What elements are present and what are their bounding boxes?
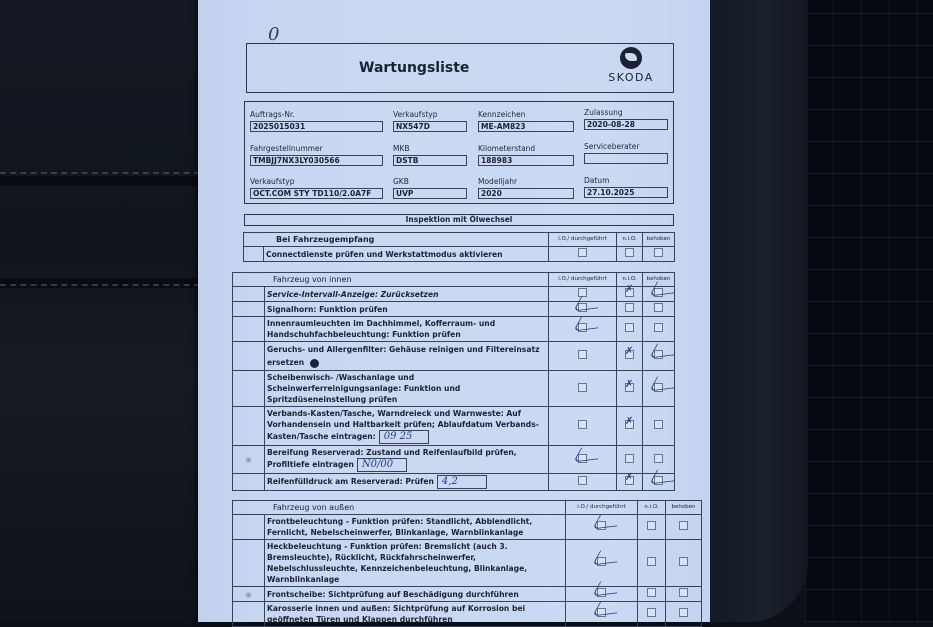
info-field [478, 144, 574, 166]
info-field [250, 110, 383, 132]
field-label: Serviceberater [584, 142, 640, 151]
item-text: Innenraumleuchten im Dachhimmel, Kofferraum- und Handschuhfachbeleuchtung: Funktion prüfen [265, 317, 549, 342]
item-text [265, 474, 549, 491]
checklist-row [233, 587, 702, 602]
seat-seam [0, 278, 210, 288]
info-field [478, 110, 574, 132]
checkbox-nok[interactable] [625, 288, 634, 297]
item-text: Heckbeleuchtung - Funktion prüfen: Bremslicht (auch 3. Bremsleuchte), Rücklicht, Rückfahrscheinwerfer, Nebelschlussleuchte, Kennzeichenbeleuchtung, Blinkanlage, Warnblinkanlage [265, 540, 566, 587]
checklist-row [233, 602, 702, 627]
item-text [265, 407, 549, 446]
info-field [478, 177, 574, 199]
checkbox-nok[interactable] [647, 588, 656, 597]
item-text: Service-Intervall-Anzeige: Zurücksetzen [265, 287, 549, 302]
checkbox-fixed[interactable] [679, 521, 688, 530]
item-text: Frontscheibe: Sichtprüfung auf Beschädigung durchführen [265, 587, 566, 602]
section-title: Fahrzeug von außen [233, 501, 566, 515]
info-field [393, 177, 467, 199]
field-value: 27.10.2025 [584, 187, 668, 198]
checklist-section-reception [243, 232, 675, 262]
info-field [250, 144, 383, 166]
field-value: ME-AM823 [478, 121, 574, 132]
item-text-label: Verbands-Kasten/Tasche, Warndreieck und Warnweste: Auf Vorhandensein und Haltbarkeit prüfen; Ablaufdatum Verbands-Kasten/Tasche eintragen: [267, 409, 539, 441]
field-value: UVP [393, 188, 467, 199]
field-label: Auftrags-Nr. [250, 110, 295, 119]
checklist-row [233, 540, 702, 587]
column-ok: i.O./ durchgeführt [566, 501, 638, 515]
field-value: 2025015031 [250, 121, 383, 132]
field-label: Kennzeichen [478, 110, 526, 119]
checkbox-nok[interactable] [625, 248, 634, 257]
checkbox-fixed[interactable] [654, 248, 663, 257]
item-text-label: Geruchs- und Allergenfilter: Gehäuse reinigen und Filtereinsatz ersetzen [267, 345, 540, 367]
item-text: Frontbeleuchtung - Funktion prüfen: Standlicht, Abblendlicht, Fernlicht, Nebelscheinwerfer, Blinkanlage, Warnblinkanlage [265, 515, 566, 540]
handwritten-entry-pressure[interactable]: 4,2 [437, 475, 487, 489]
item-text-label: Bereifung Reserverad: Zustand und Reifenlaufbild prüfen, Profiltiefe eintragen [267, 448, 517, 469]
handwritten-mark: 0 [268, 24, 280, 45]
checkbox-fixed[interactable] [654, 476, 663, 485]
brand-name: SKODA [608, 71, 654, 84]
checkbox-ok[interactable] [578, 383, 587, 392]
checklist-row [233, 287, 675, 302]
checkbox-ok[interactable] [578, 323, 587, 332]
checkbox-nok[interactable] [625, 383, 634, 392]
car-seat-bolster [708, 0, 808, 622]
checkbox-fixed[interactable] [654, 454, 663, 463]
car-seat-left [0, 0, 210, 622]
checkbox-fixed[interactable] [654, 420, 663, 429]
field-label: Kilometerstand [478, 144, 536, 153]
title-box [246, 43, 674, 93]
vehicle-info-box [244, 101, 674, 204]
column-fixed: behoben [643, 273, 675, 287]
checklist-row [233, 342, 675, 371]
handwritten-entry-tread-depth[interactable]: N0/00 [357, 458, 407, 472]
info-field [584, 108, 668, 130]
field-value: 2020 [478, 188, 574, 199]
checkbox-fixed[interactable] [654, 323, 663, 332]
field-label: Zulassung [584, 108, 623, 117]
checkbox-nok[interactable] [625, 303, 634, 312]
info-field [393, 144, 467, 166]
checkbox-ok[interactable] [597, 521, 606, 530]
checklist-row [233, 515, 702, 540]
field-value: OCT.COM STY TD110/2.0A7F [250, 188, 383, 199]
checkbox-fixed[interactable] [654, 303, 663, 312]
checkbox-fixed[interactable] [679, 608, 688, 617]
info-field [584, 176, 668, 198]
checkbox-nok[interactable] [647, 608, 656, 617]
section-header [233, 501, 702, 515]
checkbox-nok[interactable] [625, 323, 634, 332]
filter-dot-icon [310, 359, 319, 368]
section-title: Fahrzeug von innen [233, 273, 549, 287]
handwritten-entry-expiry[interactable]: 09 25 [379, 430, 429, 444]
item-text: Signalhorn: Funktion prüfen [265, 302, 549, 317]
column-nok: n.i.O. [617, 233, 643, 247]
section-title: Bei Fahrzeugempfang [244, 233, 549, 247]
checkbox-ok[interactable] [578, 420, 587, 429]
checkbox-nok[interactable] [647, 521, 656, 530]
checkbox-ok[interactable] [578, 476, 587, 485]
checkbox-fixed[interactable] [654, 383, 663, 392]
item-text [265, 446, 549, 474]
field-label: Verkaufstyp [250, 177, 295, 186]
column-nok: n.i.O. [617, 273, 643, 287]
item-text: Scheibenwisch- /Waschanlage und Scheinwerferreinigungsanlage: Funktion und Spritzdüseneinstellung prüfen [265, 371, 549, 407]
column-nok: n.i.O. [638, 501, 666, 515]
checkbox-ok[interactable] [578, 454, 587, 463]
item-text: Connectdienste prüfen und Werkstattmodus aktivieren [264, 247, 549, 262]
field-label: MKB [393, 144, 410, 153]
section-header [244, 233, 675, 247]
field-value: TMBJJ7NX3LY030566 [250, 155, 383, 166]
checkbox-ok[interactable] [597, 608, 606, 617]
field-label: Modelljahr [478, 177, 518, 186]
eye-icon: ◉ [233, 587, 265, 602]
field-value: NX547D [393, 121, 467, 132]
field-label: Verkaufstyp [393, 110, 438, 119]
field-value: 2020-08-28 [584, 119, 668, 130]
skoda-winged-arrow-icon [620, 47, 642, 69]
checklist-row [233, 317, 675, 342]
item-text-label: Reifenfülldruck am Reserverad: Prüfen [267, 477, 434, 486]
checkbox-ok[interactable] [578, 248, 587, 257]
inspection-title: Inspektion mit Ölwechsel [244, 214, 674, 226]
column-ok: i.O./ durchgeführt [549, 233, 617, 247]
checklist-section-interior [232, 272, 675, 491]
checklist-row [233, 371, 675, 407]
info-field [250, 177, 383, 199]
info-field [584, 142, 668, 164]
item-text: Karosserie innen und außen: Sichtprüfung auf Korrosion bei geöffneten Türen und Klappen durchführen [265, 602, 566, 627]
column-fixed: behoben [666, 501, 702, 515]
maintenance-sheet [198, 0, 710, 622]
checkbox-nok[interactable] [647, 557, 656, 566]
checklist-row [233, 446, 675, 474]
checklist-section-exterior [232, 500, 702, 627]
field-value: 188983 [478, 155, 574, 166]
checkbox-ok[interactable] [578, 303, 587, 312]
checkbox-fixed[interactable] [679, 588, 688, 597]
field-value [584, 153, 668, 164]
field-label: Datum [584, 176, 610, 185]
checkbox-nok[interactable] [625, 476, 634, 485]
item-text [265, 342, 549, 371]
column-ok: i.O./ durchgeführt [549, 273, 617, 287]
seat-stitching [0, 284, 210, 286]
field-label: GKB [393, 177, 409, 186]
checkbox-nok[interactable] [625, 350, 634, 359]
info-field [393, 110, 467, 132]
seat-stitching [0, 172, 210, 174]
checklist-row [233, 407, 675, 446]
seat-seam [0, 176, 210, 186]
checkbox-ok[interactable] [578, 350, 587, 359]
checkbox-fixed[interactable] [654, 288, 663, 297]
checkbox-fixed[interactable] [654, 350, 663, 359]
checkbox-fixed[interactable] [679, 557, 688, 566]
checklist-row [233, 474, 675, 491]
field-label: Fahrgestellnummer [250, 144, 323, 153]
field-value: DSTB [393, 155, 467, 166]
checkbox-ok[interactable] [597, 557, 606, 566]
eye-icon: ◉ [233, 446, 265, 474]
column-fixed: behoben [643, 233, 675, 247]
car-seat-right [805, 0, 933, 622]
checkbox-nok[interactable] [625, 454, 634, 463]
document-title: Wartungsliste [359, 60, 470, 76]
checkbox-nok[interactable] [625, 420, 634, 429]
section-header [233, 273, 675, 287]
checklist-row [233, 302, 675, 317]
skoda-logo [601, 47, 661, 84]
checklist-row [244, 247, 675, 262]
checkbox-ok[interactable] [597, 588, 606, 597]
